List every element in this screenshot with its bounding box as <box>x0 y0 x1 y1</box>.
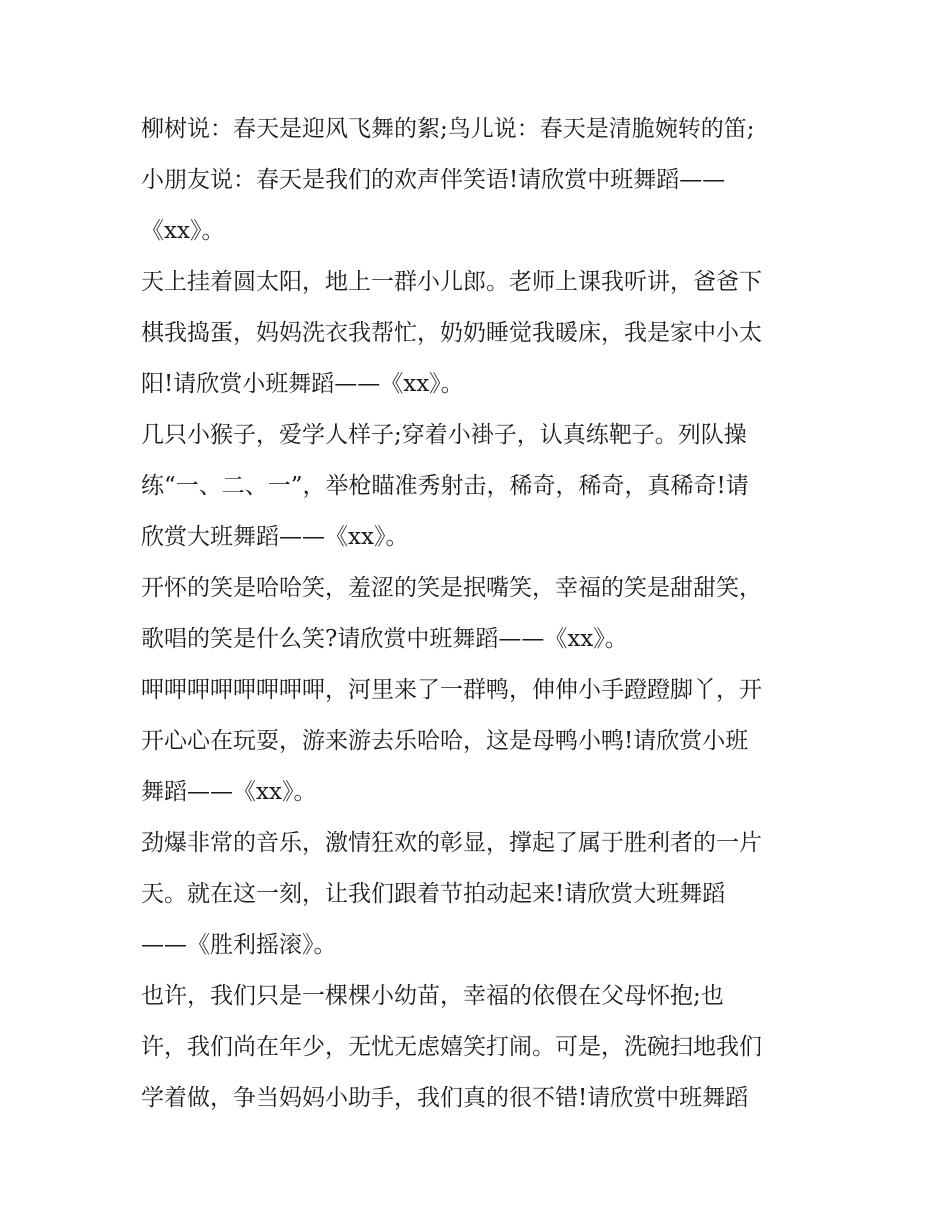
text-line: 舞蹈——《xx》。 <box>141 779 317 805</box>
text-line: 小朋友说：春天是我们的欢声伴笑语!请欣赏中班舞蹈—— <box>141 167 726 193</box>
text-line: 欣赏大班舞蹈——《xx》。 <box>141 524 409 550</box>
text-line: 棋我捣蛋，妈妈洗衣我帮忙，奶奶睡觉我暖床，我是家中小太 <box>141 320 762 346</box>
text-line: 天上挂着圆太阳，地上一群小儿郎。老师上课我听讲，爸爸下 <box>141 269 762 295</box>
text-line: 歌唱的笑是什么笑?请欣赏中班舞蹈——《xx》。 <box>141 626 628 652</box>
paragraph-ducks <box>141 665 821 818</box>
document-body <box>141 104 821 1124</box>
text-line: 劲爆非常的音乐，激情狂欢的彰显，撑起了属于胜利者的一片 <box>141 830 762 856</box>
text-line: ——《胜利摇滚》。 <box>141 932 337 958</box>
text-line: 许，我们尚在年少，无忧无虑嬉笑打闹。可是，洗碗扫地我们 <box>141 1034 762 1060</box>
paragraph-little-seedlings <box>141 971 821 1124</box>
text-line: 呷呷呷呷呷呷呷呷，河里来了一群鸭，伸伸小手蹬蹬脚丫，开 <box>141 677 762 703</box>
paragraph-little-monkeys <box>141 410 821 563</box>
text-line: 开心心在玩耍，游来游去乐哈哈，这是母鸭小鸭!请欣赏小班 <box>141 728 749 754</box>
text-line: 几只小猴子，爱学人样子;穿着小褂子，认真练靶子。列队操 <box>141 422 747 448</box>
text-line: 学着做，争当妈妈小助手，我们真的很不错!请欣赏中班舞蹈 <box>141 1085 749 1111</box>
paragraph-willow-spring <box>141 104 821 257</box>
text-line: 练“一、二、一”，举枪瞄准秀射击，稀奇，稀奇，真稀奇!请 <box>141 473 749 499</box>
text-line: 也许，我们只是一棵棵小幼苗，幸福的依偎在父母怀抱;也 <box>141 983 724 1009</box>
paragraph-laughter <box>141 563 821 665</box>
text-line: 天。就在这一刻，让我们跟着节拍动起来!请欣赏大班舞蹈 <box>141 881 726 907</box>
paragraph-little-sun <box>141 257 821 410</box>
text-line: 柳树说：春天是迎风飞舞的絮;鸟儿说：春天是清脆婉转的笛; <box>141 116 755 142</box>
paragraph-victory-rock <box>141 818 821 971</box>
text-line: 《xx》。 <box>141 218 225 244</box>
text-line: 阳!请欣赏小班舞蹈——《xx》。 <box>141 371 464 397</box>
text-line: 开怀的笑是哈哈笑，羞涩的笑是抿嘴笑，幸福的笑是甜甜笑， <box>141 575 762 601</box>
